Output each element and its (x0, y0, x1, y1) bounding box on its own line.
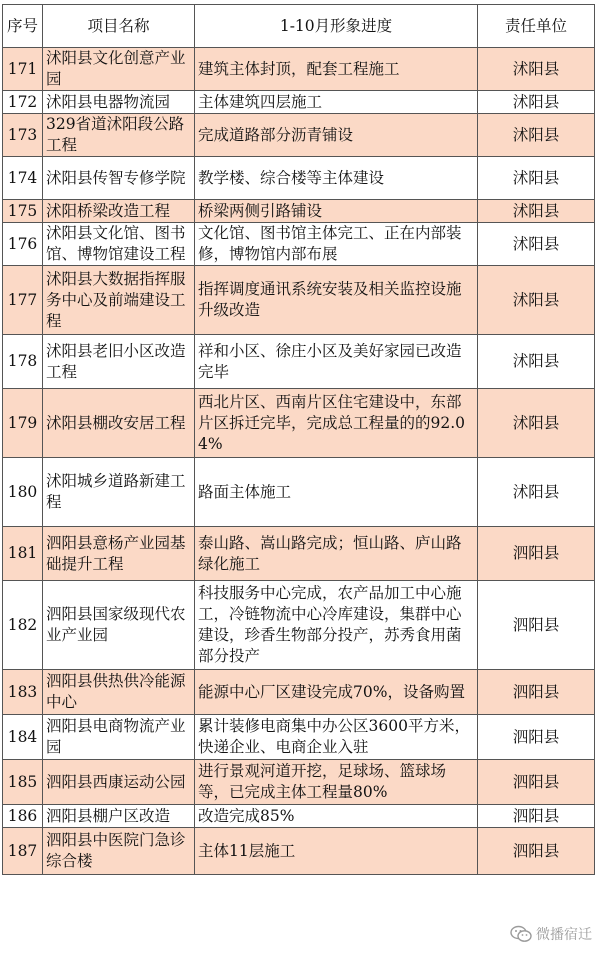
progress-text: 指挥调度通讯系统安装及相关监控设施升级改造 (195, 266, 478, 335)
table-row (3, 200, 595, 223)
progress-text: 路面主体施工 (195, 458, 478, 527)
responsible-unit: 泗阳县 (478, 527, 595, 581)
row-number: 181 (3, 527, 43, 581)
table-row (3, 389, 595, 458)
responsible-unit: 沭阳县 (478, 223, 595, 266)
header-no: 序号 (3, 5, 43, 48)
project-name: 沭阳县文化创意产业园 (43, 48, 195, 91)
project-name: 沭阳县棚改安居工程 (43, 389, 195, 458)
table-row (3, 715, 595, 760)
responsible-unit: 泗阳县 (478, 760, 595, 805)
table-row (3, 223, 595, 266)
responsible-unit: 沭阳县 (478, 458, 595, 527)
row-number: 184 (3, 715, 43, 760)
row-number: 186 (3, 805, 43, 828)
responsible-unit: 沭阳县 (478, 389, 595, 458)
progress-text: 建筑主体封顶，配套工程施工 (195, 48, 478, 91)
row-number: 174 (3, 157, 43, 200)
project-name: 沭阳城乡道路新建工程 (43, 458, 195, 527)
row-number: 185 (3, 760, 43, 805)
responsible-unit: 沭阳县 (478, 266, 595, 335)
row-number: 173 (3, 114, 43, 157)
project-progress-table (2, 4, 595, 875)
project-name: 泗阳县棚户区改造 (43, 805, 195, 828)
responsible-unit: 泗阳县 (478, 715, 595, 760)
table-row (3, 157, 595, 200)
progress-text: 科技服务中心完成，农产品加工中心施工，冷链物流中心冷库建设，集群中心建设，珍香生物部分投产，苏秀食用菌部分投产 (195, 581, 478, 670)
progress-text: 主体建筑四层施工 (195, 91, 478, 114)
project-name: 329省道沭阳段公路工程 (43, 114, 195, 157)
responsible-unit: 沭阳县 (478, 91, 595, 114)
progress-text: 西北片区、西南片区住宅建设中，东部片区拆迁完毕，完成总工程量的的92.04% (195, 389, 478, 458)
table-row (3, 527, 595, 581)
progress-text: 主体11层施工 (195, 828, 478, 875)
row-number: 172 (3, 91, 43, 114)
row-number: 179 (3, 389, 43, 458)
table-row (3, 805, 595, 828)
row-number: 187 (3, 828, 43, 875)
project-name: 泗阳县电商物流产业园 (43, 715, 195, 760)
project-name: 沭阳县大数据指挥服务中心及前端建设工程 (43, 266, 195, 335)
header-name: 项目名称 (43, 5, 195, 48)
progress-text: 能源中心厂区建设完成70%，设备购置 (195, 670, 478, 715)
responsible-unit: 沭阳县 (478, 114, 595, 157)
table-row (3, 48, 595, 91)
project-name: 沭阳县电器物流园 (43, 91, 195, 114)
row-number: 176 (3, 223, 43, 266)
table-row (3, 91, 595, 114)
progress-text: 进行景观河道开挖，足球场、篮球场等，已完成主体工程量80% (195, 760, 478, 805)
project-name: 泗阳县中医院门急诊综合楼 (43, 828, 195, 875)
row-number: 180 (3, 458, 43, 527)
header-unit: 责任单位 (478, 5, 595, 48)
responsible-unit: 沭阳县 (478, 335, 595, 389)
project-name: 沭阳县传智专修学院 (43, 157, 195, 200)
responsible-unit: 泗阳县 (478, 805, 595, 828)
table-row (3, 760, 595, 805)
row-number: 183 (3, 670, 43, 715)
responsible-unit: 沭阳县 (478, 48, 595, 91)
progress-text: 累计装修电商集中办公区3600平方米，快递企业、电商企业入驻 (195, 715, 478, 760)
table-row (3, 670, 595, 715)
row-number: 175 (3, 200, 43, 223)
table-row (3, 335, 595, 389)
progress-text: 桥梁两侧引路铺设 (195, 200, 478, 223)
row-number: 177 (3, 266, 43, 335)
project-name: 泗阳县供热供冷能源中心 (43, 670, 195, 715)
watermark (510, 924, 592, 944)
table-header-row (3, 5, 595, 48)
responsible-unit: 沭阳县 (478, 200, 595, 223)
table-row (3, 581, 595, 670)
table-row (3, 458, 595, 527)
table-row (3, 266, 595, 335)
project-name: 泗阳县西康运动公园 (43, 760, 195, 805)
wechat-icon (510, 925, 532, 943)
project-name: 沭阳县老旧小区改造工程 (43, 335, 195, 389)
progress-text: 完成道路部分沥青铺设 (195, 114, 478, 157)
responsible-unit: 泗阳县 (478, 828, 595, 875)
table-row (3, 828, 595, 875)
row-number: 182 (3, 581, 43, 670)
row-number: 178 (3, 335, 43, 389)
table-row (3, 114, 595, 157)
progress-text: 文化馆、图书馆主体完工、正在内部装修，博物馆内部布展 (195, 223, 478, 266)
progress-text: 教学楼、综合楼等主体建设 (195, 157, 478, 200)
progress-text: 泰山路、嵩山路完成；恒山路、庐山路绿化施工 (195, 527, 478, 581)
responsible-unit: 泗阳县 (478, 670, 595, 715)
project-name: 泗阳县意杨产业园基础提升工程 (43, 527, 195, 581)
project-name: 泗阳县国家级现代农业产业园 (43, 581, 195, 670)
progress-text: 改造完成85% (195, 805, 478, 828)
progress-text: 祥和小区、徐庄小区及美好家园已改造完毕 (195, 335, 478, 389)
row-number: 171 (3, 48, 43, 91)
project-name: 沭阳县文化馆、图书馆、博物馆建设工程 (43, 223, 195, 266)
responsible-unit: 沭阳县 (478, 157, 595, 200)
watermark-text: 微播宿迁 (536, 927, 592, 943)
responsible-unit: 泗阳县 (478, 581, 595, 670)
header-progress: 1-10月形象进度 (195, 5, 478, 48)
project-name: 沭阳桥梁改造工程 (43, 200, 195, 223)
